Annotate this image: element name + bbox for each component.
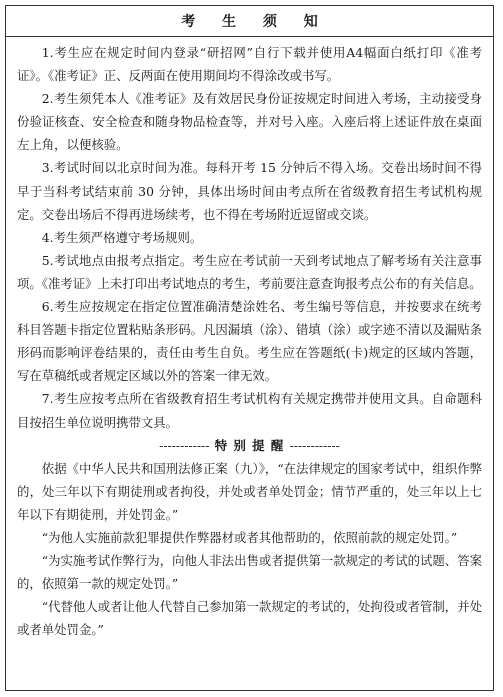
notice-item-2: 2.考生须凭本人《准考证》及有效居民身份证按规定时间进入考场，主动接受身份验证核查、安全检查和随身物品检查等，并对号入座。入座后将上述证件放在桌面左上角，以便核验。	[17, 91, 482, 153]
law-paragraph-1: 依据《中华人民共和国刑法修正案（九）》，“在法律规定的国家考试中，组织作弊的，处三年以下有期徒刑或者拘役，并处或者单处罚金；情节严重的，处三年以上七年以下有期徒刑，并处罚金。”	[17, 460, 482, 522]
heading-dashes-left: ------------	[159, 437, 210, 453]
notice-content	[6, 37, 493, 641]
page-title: 考 生 须 知	[181, 14, 329, 30]
notice-item-7: 7.考生应按考点所在省级教育招生考试机构有关规定携带并使用文具。自命题科目按招生单位说明携带文具。	[17, 391, 482, 430]
notice-item-1: 1.考生应在规定时间内登录“研招网”自行下载并使用A4幅面白纸打印《准考证》。《准考证》正、反两面在使用期间均不得涂改或书写。	[17, 45, 482, 84]
special-reminder-heading	[17, 434, 482, 457]
notice-item-5: 5.考试地点由报考点指定。考生应在考试前一天到考试地点了解考场有关注意事项。《准考证》上未打印出考试地点的考生，考前要注意查询报考点公布的有关信息。	[17, 252, 482, 291]
law-paragraph-4: “代替他人或者让他人代替自己参加第一款规定的考试的，处拘役或者管制，并处或者单处罚金。”	[17, 599, 482, 638]
heading-dashes-right: ------------	[289, 437, 340, 453]
law-paragraph-3: “为实施考试作弊行为，向他人非法出售或者提供第一款规定的考试的试题、答案的，依照第一款的规定处罚。”	[17, 553, 482, 592]
law-paragraph-2: “为他人实施前款犯罪提供作弊器材或者其他帮助的，依照前款的规定处罚。”	[41, 529, 458, 545]
heading-text: 特 别 提 醒	[214, 437, 285, 453]
title-row	[6, 6, 493, 37]
notice-frame	[5, 5, 494, 691]
notice-item-6: 6.考生应按规定在指定位置准确清楚涂姓名、考生编号等信息，并按要求在统考科目答题卡指定位置粘贴条形码。凡因漏填（涂）、错填（涂）或字迹不清以及漏贴条形码而影响评卷结果的，责任由考生自负。考生应在答题纸(卡)规定的区域内答题，写在草稿纸或者规定区域以外的答案一律无效。	[17, 299, 482, 384]
notice-item-3: 3.考试时间以北京时间为准。每科开考 15 分钟后不得入场。交卷出场时间不得早于当科考试结束前 30 分钟，具体出场时间由考点所在省级教育招生考试机构规定。交卷出场后不得再进场续考，也不得在考场附近逗留或交谈。	[17, 160, 482, 222]
notice-item-4: 4.考生须严格遵守考场规则。	[41, 229, 203, 245]
